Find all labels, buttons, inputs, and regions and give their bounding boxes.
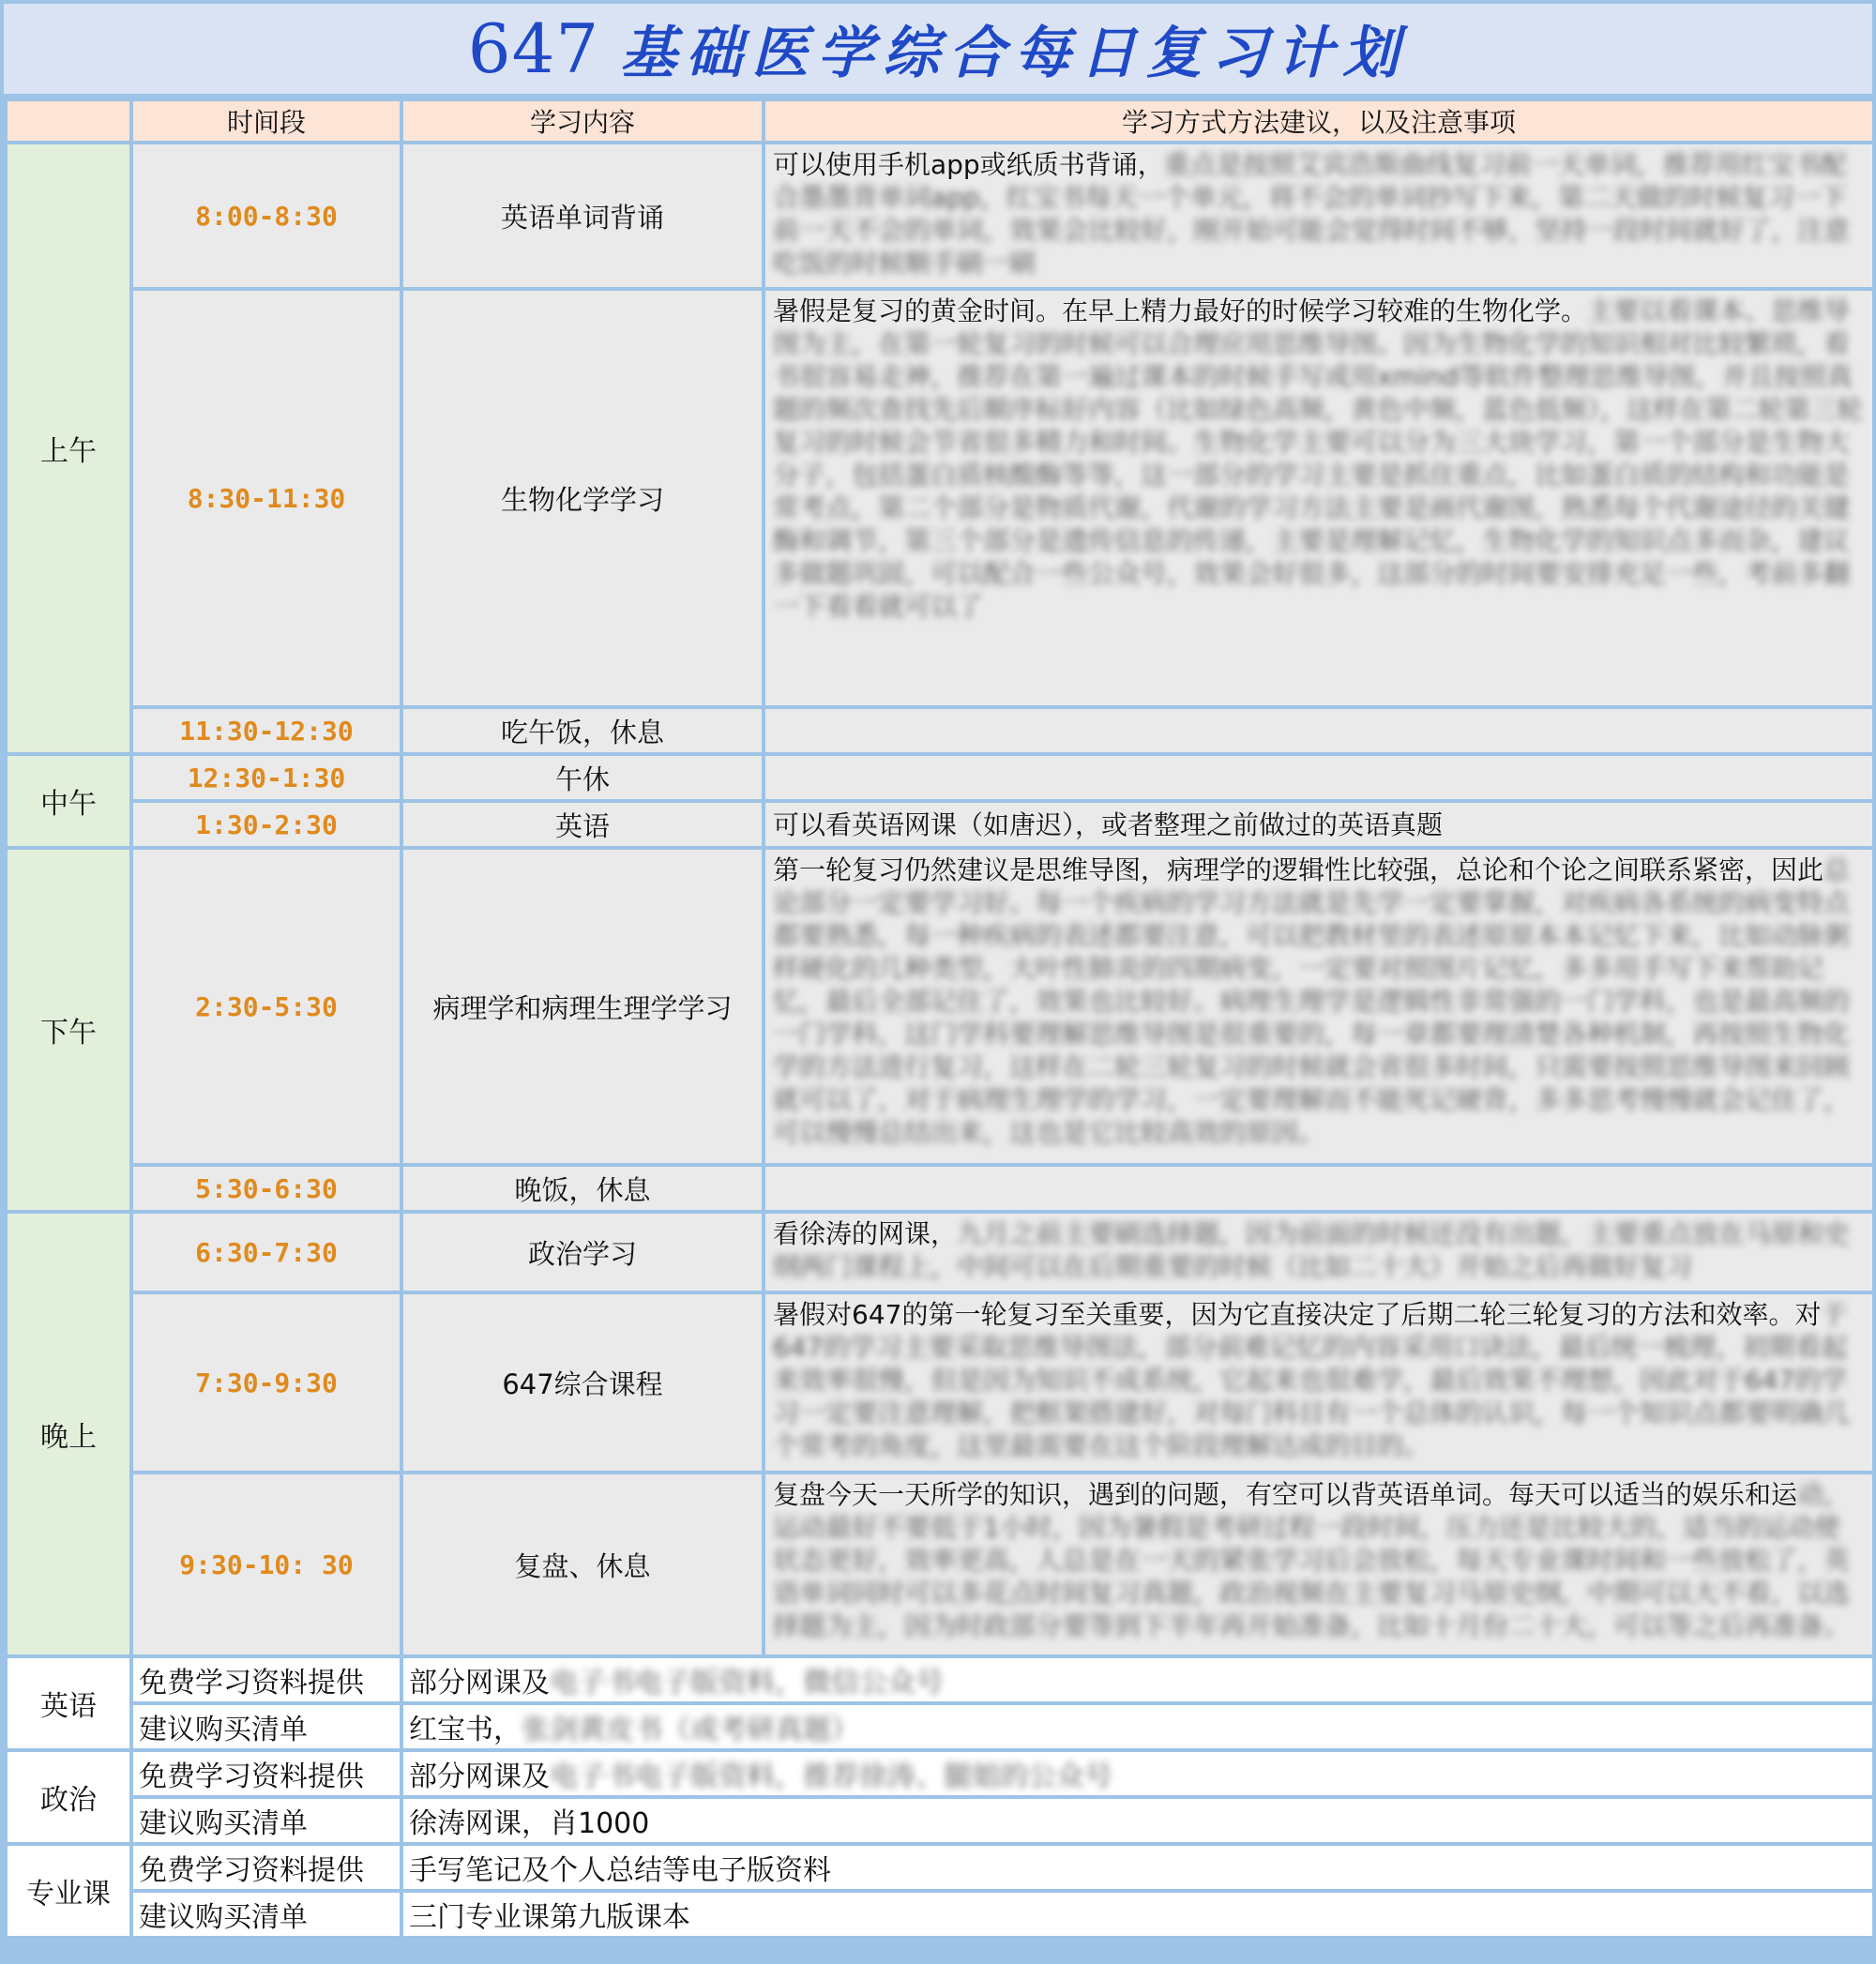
time-cell[interactable]: 8:00-8:30 — [131, 143, 401, 289]
period-noon[interactable]: 中午 — [6, 754, 131, 848]
table-row — [6, 1212, 1874, 1292]
note-blurred-text: 重点是按照艾宾浩斯曲线复习前一天单词，推荐用红宝书配合墨墨背单词app，红宝书每天一个单元，将不会的单词抄写下来，第二天做的时候复习一下前一天不会的单词，效果会比较好，刚开始可能会觉得时间不够，坚持一段时间就好了，注意吃饭的时候顺手刷一刷 — [773, 149, 1851, 279]
resource-value[interactable] — [401, 1797, 1874, 1844]
note-cell[interactable] — [764, 1165, 1874, 1212]
resource-row — [6, 1750, 1874, 1797]
resource-text: 徐涛网课，肖1000 — [409, 1807, 650, 1840]
note-cell[interactable] — [764, 707, 1874, 754]
table-row — [6, 1165, 1874, 1212]
resource-row — [6, 1797, 1874, 1844]
time-cell[interactable]: 5:30-6:30 — [131, 1165, 401, 1212]
table-row — [6, 754, 1874, 801]
schedule-table — [4, 98, 1876, 1940]
resource-label[interactable]: 免费学习资料提供 — [131, 1844, 401, 1891]
note-text: 可以使用手机app或纸质书背诵， — [773, 149, 1164, 180]
note-cell[interactable] — [764, 143, 1874, 289]
resource-category-english[interactable]: 英语 — [6, 1656, 131, 1750]
note-cell[interactable] — [764, 1212, 1874, 1292]
header-blank-cell[interactable] — [6, 99, 131, 143]
resource-row — [6, 1656, 1874, 1703]
time-cell[interactable]: 6:30-7:30 — [131, 1212, 401, 1292]
time-cell[interactable]: 2:30-5:30 — [131, 848, 401, 1165]
resource-row — [6, 1891, 1874, 1938]
resource-row — [6, 1844, 1874, 1891]
resource-text: 部分网课及 — [409, 1760, 550, 1793]
note-blurred-text: 于647的学习主要采取思维导图法，部分前难记忆的内容采用口诀法，最后统一梳理，初期看起来效率很慢，但是因为知识不成系统，它起来也很难学，最后效果不理想，因此对于647的学习一定要注意理解，把框架搭建好，对每门科目有一个总体的认识，每一个知识点都要明确几个常考的角度，这里最需要在这个阶段理解达成的目的。 — [773, 1299, 1851, 1461]
content-cell[interactable]: 英语 — [401, 801, 764, 848]
header-row — [6, 99, 1874, 143]
resource-label[interactable]: 建议购买清单 — [131, 1797, 401, 1844]
resource-label[interactable]: 免费学习资料提供 — [131, 1750, 401, 1797]
table-row — [6, 848, 1874, 1165]
time-cell[interactable]: 11:30-12:30 — [131, 707, 401, 754]
period-afternoon[interactable]: 下午 — [6, 848, 131, 1212]
note-blurred-text: 主要以看课本、思维导图为主，在第一轮复习的时候可以合理应用思维导图。因为生物化学的知识相对比较繁琐，看书很容易走神，推荐在第一遍过课本的时候手写或用xmind等软件整理思维导图，并且按照真题的频次查找先后顺序标好内容（比如绿色高频，黄色中频，蓝色低频），这样在第二轮第三轮复习的时候会节省很多精力和时间。生物化学主要可以分为三大块学习，第一个部分是生物大分子，包括蛋白质核酸酶等等，这一部分的学习主要是抓住重点，比如蛋白质的结构和功能是常考点，第二个部分是物质代谢，代谢的学习方法主要是画代谢图，熟悉每个代谢途径的关键酶和调节，第三个部分是遗传信息的传递，主要是理解记忆，生物化学的知识点多而杂，建议多做题巩固，可以配合一些公众号，效果会好很多，这部分的时间要安排充足一些，考前多翻一下看看就可以了 — [773, 295, 1864, 622]
title-text: 基础医学综合每日复习计划 — [620, 21, 1409, 86]
resource-text: 手写笔记及个人总结等电子版资料 — [409, 1854, 831, 1887]
resource-value[interactable] — [401, 1656, 1874, 1703]
resource-blurred-text: 电子书电子版资料，推荐徐涛、腿姐的公众号 — [550, 1760, 1112, 1793]
note-text: 暑假是复习的黄金时间。在早上精力最好的时候学习较难的生物化学。 — [773, 295, 1588, 326]
resource-value[interactable] — [401, 1750, 1874, 1797]
note-text: 暑假对647的第一轮复习至关重要，因为它直接决定了后期二轮三轮复习的方法和效率。对 — [773, 1299, 1822, 1330]
title-number: 647 — [467, 9, 600, 88]
note-blurred-text: 九月之前主要刷选择题，因为前面的时候还没有出题，主要重点放在马原和史纲两门课程上，中间可以在后期重要的时候（比如二十大）开始之后再做好复习 — [773, 1218, 1851, 1282]
content-cell[interactable]: 吃午饭，休息 — [401, 707, 764, 754]
resource-text: 三门专业课第九版课本 — [409, 1901, 690, 1934]
content-cell[interactable]: 病理学和病理生理学学习 — [401, 848, 764, 1165]
time-cell[interactable]: 7:30-9:30 — [131, 1292, 401, 1473]
note-cell[interactable]: 可以看英语网课（如唐迟），或者整理之前做过的英语真题 — [764, 801, 1874, 848]
note-blurred-text: 动，运动最好不要低于1小时，因为暑假是考研过程一段时间，压力还是比较大的，适当的运动使状态更好，效率更高，人总是在一天的紧张学习后会放松，每天专业课时间和一些放松了，英语单词同时可以多花点时间复习真题，政治视频在主要复习马原史纲，中期可以大不看，以选择题为主，因为时政部分要等到下半年再开始准备，比如十月份二十大，可以等之后再准备。 — [773, 1479, 1851, 1641]
note-cell[interactable] — [764, 1473, 1874, 1656]
resource-value[interactable] — [401, 1703, 1874, 1750]
table-row — [6, 801, 1874, 848]
resource-value[interactable] — [401, 1844, 1874, 1891]
header-time[interactable]: 时间段 — [131, 99, 401, 143]
period-evening[interactable]: 晚上 — [6, 1212, 131, 1656]
note-cell[interactable] — [764, 1292, 1874, 1473]
content-cell[interactable]: 复盘、休息 — [401, 1473, 764, 1656]
resource-blurred-text: 电子书电子版资料，微信公众号 — [550, 1667, 944, 1700]
time-cell[interactable]: 9:30-10: 30 — [131, 1473, 401, 1656]
resource-label[interactable]: 建议购买清单 — [131, 1891, 401, 1938]
note-text: 复盘今天一天所学的知识，遇到的问题，有空可以背英语单词。每天可以适当的娱乐和运 — [773, 1479, 1798, 1510]
time-cell[interactable]: 8:30-11:30 — [131, 289, 401, 707]
content-cell[interactable]: 晚饭，休息 — [401, 1165, 764, 1212]
time-cell[interactable]: 12:30-1:30 — [131, 754, 401, 801]
resource-blurred-text: 张剑黄皮书（或考研真题） — [522, 1714, 859, 1746]
resource-label[interactable]: 免费学习资料提供 — [131, 1656, 401, 1703]
resource-label[interactable]: 建议购买清单 — [131, 1703, 401, 1750]
resource-text: 部分网课及 — [409, 1667, 550, 1700]
table-row — [6, 707, 1874, 754]
resource-category-major[interactable]: 专业课 — [6, 1844, 131, 1938]
table-row — [6, 289, 1874, 707]
content-cell[interactable]: 生物化学学习 — [401, 289, 764, 707]
resource-text: 红宝书， — [409, 1714, 522, 1746]
note-cell[interactable] — [764, 289, 1874, 707]
note-cell[interactable] — [764, 754, 1874, 801]
resource-value[interactable] — [401, 1891, 1874, 1938]
content-cell[interactable]: 午休 — [401, 754, 764, 801]
resource-row — [6, 1703, 1874, 1750]
note-blurred-text: 总论部分一定要学习好。每一个疾病的学习方法就是先学一定要掌握，对疾病各系统的病变特点都要熟悉，每一种疾病的表述都要注意，可以把教材里的表述原原本本记忆下来，比如动脉粥样硬化的几种类型，大叶性肺炎的四期病变，一定要对照图片记忆，多多用手写下来帮助记忆，最后全部记住了，效果也比较好。病理生理学是逻辑性非常强的一门学科，也是最高频的一门学科，这门学科要理解思维导图是很重要的，每一章都要理清楚各种机制，再按照生物化学的方法进行复习，这样在二轮三轮复习的时候就会省很多时间，只需要按照思维导图来回顾就可以了，对于病理生理学的学习，一定要理解而不能死记硬背，多多思考慢慢就会记住了，可以慢慢总结出来，这也是它比较高效的原因。 — [773, 854, 1851, 1148]
note-cell[interactable] — [764, 848, 1874, 1165]
period-morning[interactable]: 上午 — [6, 143, 131, 754]
time-cell[interactable]: 1:30-2:30 — [131, 801, 401, 848]
note-text: 看徐涛的网课， — [773, 1218, 958, 1249]
content-cell[interactable]: 英语单词背诵 — [401, 143, 764, 289]
table-row — [6, 1292, 1874, 1473]
page-title — [4, 4, 1872, 98]
note-text: 第一轮复习仍然建议是思维导图，病理学的逻辑性比较强，总论和个论之间联系紧密，因此 — [773, 854, 1824, 885]
table-row — [6, 143, 1874, 289]
table-row — [6, 1473, 1874, 1656]
header-method[interactable]: 学习方式方法建议，以及注意事项 — [764, 99, 1874, 143]
resource-category-politics[interactable]: 政治 — [6, 1750, 131, 1844]
content-cell[interactable]: 647综合课程 — [401, 1292, 764, 1473]
content-cell[interactable]: 政治学习 — [401, 1212, 764, 1292]
header-content[interactable]: 学习内容 — [401, 99, 764, 143]
